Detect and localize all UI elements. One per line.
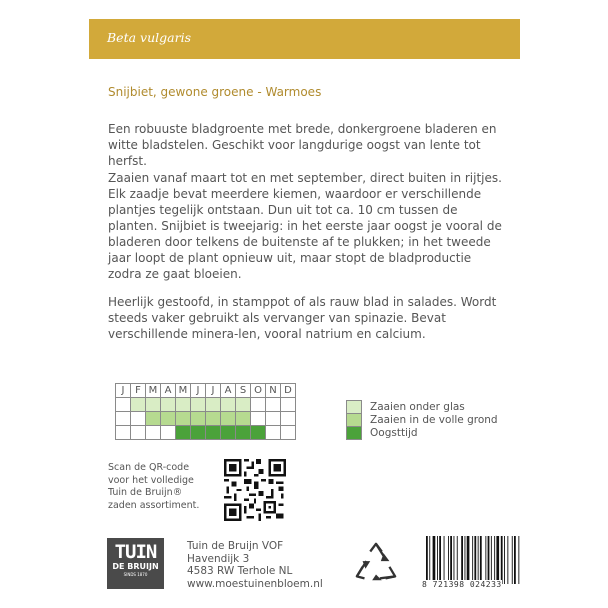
month-label: D [281,384,296,398]
sowing-paragraph: Zaaien vanaf maart tot en met september, direct buiten in rijtjes. Elk zaadje bevat meerdere kiemen, waardoor er verschillende plantjes tegelijk ontstaan. Dun uit tot ca. 10 cm tussen de planten. Snijbiet is tweejarig: in het eerste jaar oogst je vooral de bladeren door telkens de buitenste af te plukken; in het tweede jaar loopt de plant opnieuw uit, maar stopt de bladproductie zodra ze gaat bloeien. [108,171,502,281]
calendar-cell [191,412,206,426]
month-header-row [116,384,296,398]
calendar-cell [146,398,161,412]
scan-line: voor het volledige [108,474,194,486]
month-label: F [131,384,146,398]
barcode-bar [454,536,455,584]
legend-item-glas [346,400,498,413]
calendar-legend [346,400,498,439]
calendar-cell [251,398,266,412]
postal-city: 4583 RW Terhole NL [187,565,293,577]
barcode-bar [501,536,503,584]
calendar-row-volle-grond [116,412,296,426]
month-label: A [221,384,236,398]
calendar-cell [251,412,266,426]
calendar-cell [161,398,176,412]
company-name: Tuin de Bruijn VOF [187,540,284,552]
barcode-bar [437,536,438,584]
scan-line: Scan de QR-code [108,462,190,473]
calendar-cell [131,412,146,426]
legend-swatch-mid [346,413,362,427]
calendar-cell [206,398,221,412]
sowing-calendar [115,383,296,440]
logo-tagline: SINDS 1870 [123,572,148,577]
barcode-bar [467,536,470,584]
calendar-cell [131,398,146,412]
barcode-bar [465,536,466,584]
month-label: J [206,384,221,398]
legend-swatch-dark [346,426,362,440]
scan-line: Tuin de Bruijn® [108,487,183,498]
calendar-cell [251,426,266,440]
barcode-bar [494,536,495,584]
barcode-bar [433,536,436,584]
calendar-cell [281,412,296,426]
calendar-cell [266,398,281,412]
month-label: M [176,384,191,398]
barcode-bar [472,536,473,584]
barcode-bar [439,536,441,584]
month-label: S [236,384,251,398]
barcode-bar [507,536,508,584]
logo-word: DE BRUIJN [112,562,159,571]
legend-label: Zaaien in de volle grond [370,413,498,426]
calendar-cell [116,412,131,426]
street: Havendijk 3 [187,552,250,565]
calendar-cell [176,398,191,412]
calendar-cell [281,426,296,440]
calendar-row-glas [116,398,296,412]
usage-paragraph: Heerlijk gestoofd, in stamppot of als rauw blad in salades. Wordt steeds vaker gebruikt als vervanger van spinazie. Bevat verschillende minera-len, vooral natrium en calcium. [108,295,497,341]
calendar-cell [221,398,236,412]
calendar-cell [146,426,161,440]
calendar-cell [116,398,131,412]
species-name: Beta vulgaris [107,30,191,45]
barcode-bar [450,536,452,584]
qr-instruction [108,462,213,512]
barcode-bar [478,536,479,584]
month-label: O [251,384,266,398]
calendar-cell [266,426,281,440]
calendar-cell [281,398,296,412]
barcode-bar [504,536,505,584]
calendar-cell [236,426,251,440]
legend-item-oogst [346,426,498,439]
calendar-cell [221,412,236,426]
month-label: J [191,384,206,398]
description-paragraph: Een robuuste bladgroente met brede, donkergroene bladeren en witte bladstelen. Geschikt voor langdurige oogst van lente tot herfst. [108,122,497,168]
legend-swatch-light [346,400,362,414]
calendar-cell [161,412,176,426]
calendar-cell [191,426,206,440]
legend-label: Oogsttijd [370,426,418,439]
calendar-cell [236,398,251,412]
barcode-bar [480,536,482,584]
variety-title: Snijbiet, gewone groene - Warmoes [108,85,322,99]
calendar-cell [191,398,206,412]
barcode-bar [448,536,449,584]
barcode-bar [512,536,513,584]
calendar-cell [116,426,131,440]
barcode-bar [491,536,492,584]
barcode-bar [457,536,458,584]
barcode-bar [474,536,476,584]
logo-word: TUIN [114,541,157,563]
calendar-row-oogst [116,426,296,440]
calendar-cell [206,412,221,426]
scan-line: zaden assortiment. [108,499,200,511]
calendar-cell [266,412,281,426]
recycle-icon [353,540,399,586]
calendar-cell [131,426,146,440]
calendar-cell [236,412,251,426]
header-banner [89,19,520,59]
barcode-bar [488,536,490,584]
month-label: A [161,384,176,398]
calendar-cell [176,412,191,426]
barcode-bar [461,536,463,584]
website-link[interactable]: www.moestuinenbloem.nl [187,577,323,590]
calendar-cell [146,412,161,426]
calendar-cell [176,426,191,440]
barcode-bar [496,536,499,584]
barcode-bar [429,536,430,584]
barcode-bar [518,536,519,584]
legend-item-volle-grond [346,413,498,426]
brand-logo [107,538,164,589]
month-label: M [146,384,161,398]
calendar-cell [161,426,176,440]
barcode-bar [444,536,445,584]
month-label: N [266,384,281,398]
barcode-bar [485,536,486,584]
barcode-bar [514,536,516,584]
month-label: J [116,384,131,398]
barcode-number: 8 721398 024233 [422,580,502,589]
company-address [187,540,323,590]
calendar-cell [221,426,236,440]
qr-code-icon[interactable] [224,459,286,521]
barcode-bar [426,536,428,584]
calendar-cell [206,426,221,440]
legend-label: Zaaien onder glas [370,400,465,413]
